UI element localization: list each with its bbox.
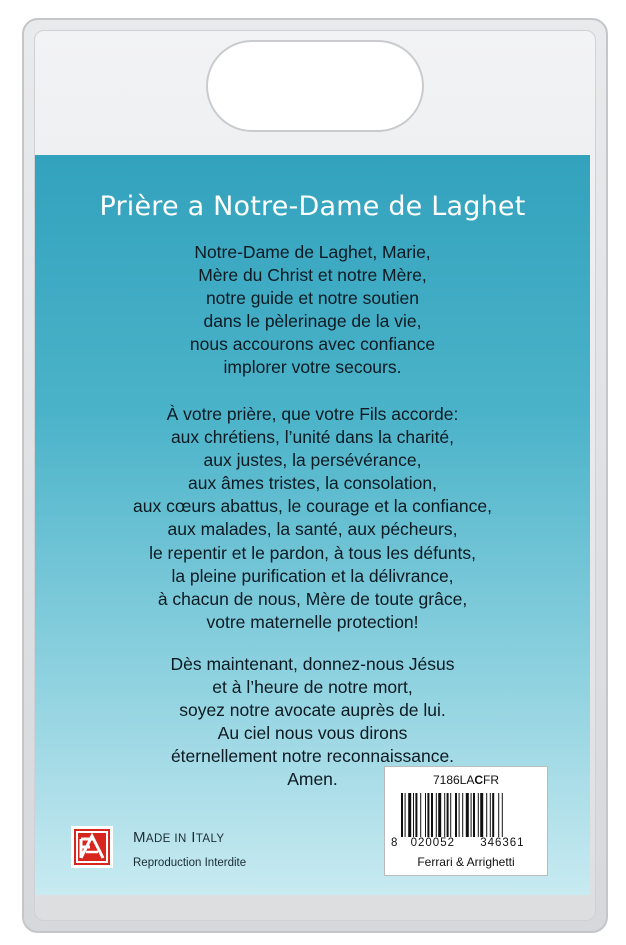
- barcode-digits-left: 020052: [410, 837, 455, 849]
- barcode-bar: [436, 793, 437, 837]
- prayer-line: dans le pèlerinage de la vie,: [203, 311, 422, 332]
- barcode-bar: [420, 793, 421, 837]
- prayer-line: votre maternelle protection!: [206, 611, 419, 632]
- fa-logo-icon: [71, 826, 113, 868]
- reproduction-notice: Reproduction Interdite: [133, 857, 247, 869]
- barcode-bar: [502, 793, 503, 837]
- prayer-line: aux âmes tristes, la consolation,: [187, 473, 437, 494]
- barcode-digits-right: 346361: [480, 837, 525, 849]
- hang-hole: [206, 40, 424, 132]
- prayer-line: la pleine purification et la délivrance,: [171, 565, 454, 586]
- prayer-line: Mère du Christ et notre Mère,: [198, 265, 427, 286]
- made-small-text: ADE IN: [145, 833, 187, 845]
- barcode-bar: [473, 793, 475, 837]
- barcode-label: [384, 766, 548, 876]
- prayer-stanza-2: [35, 403, 590, 634]
- product-code: [385, 773, 547, 787]
- prayer-line: Notre-Dame de Laghet, Marie,: [194, 242, 431, 262]
- barcode-bar: [444, 793, 445, 837]
- barcode-bar: [490, 793, 491, 837]
- product-code-part: 7186LA: [432, 773, 475, 787]
- made-letter: I: [191, 829, 196, 846]
- barcode-bar: [462, 793, 463, 837]
- prayer-line: Au ciel nous vous dirons: [217, 723, 408, 744]
- prayer-line: aux cœurs abattus, le courage et la confiance,: [133, 496, 492, 517]
- barcode-digit-first: 8: [391, 837, 398, 849]
- barcode-bar: [401, 793, 403, 837]
- prayer-line: À votre prière, que votre Fils accorde:: [166, 404, 459, 424]
- brand-name: Ferrari & Arrighetti: [417, 855, 515, 869]
- prayer-line: implorer votre secours.: [223, 357, 402, 378]
- prayer-line: éternellement notre reconnaissance.: [170, 746, 455, 767]
- prayer-line: Amen.: [287, 769, 338, 790]
- prayer-line: aux chrétiens, l’unité dans la charité,: [170, 427, 455, 448]
- product-code-part: C: [474, 773, 484, 787]
- made-letter: M: [133, 829, 146, 846]
- barcode-bar: [492, 793, 494, 837]
- prayer-line: le repentir et le pardon, à tous les défunts,: [149, 542, 476, 563]
- made-small-text: TALY: [195, 833, 225, 845]
- barcode-bar: [447, 793, 449, 837]
- barcode-bar: [413, 793, 414, 837]
- product-code-part: FR: [483, 773, 500, 787]
- barcode-bar: [415, 793, 417, 837]
- barcode-bar: [466, 793, 469, 837]
- made-in-italy: [133, 829, 224, 846]
- prayer-line: notre guide et notre soutien: [205, 288, 420, 309]
- barcode-bar: [471, 793, 472, 837]
- barcode-bar: [459, 793, 460, 837]
- barcode-bar: [405, 793, 406, 837]
- prayer-line: aux justes, la persévérance,: [203, 450, 422, 471]
- barcode-bar: [486, 793, 487, 837]
- barcode-bar: [425, 793, 426, 837]
- barcode-bar: [498, 793, 499, 837]
- prayer-title: Prière a Notre-Dame de Laghet: [99, 191, 526, 222]
- barcode-bar: [431, 793, 433, 837]
- barcode-bar: [438, 793, 441, 837]
- barcode-digits: [391, 837, 541, 849]
- barcode-bar: [427, 793, 429, 837]
- barcode-bar: [450, 793, 451, 837]
- prayer-line: Dès maintenant, donnez-nous Jésus: [170, 654, 455, 674]
- barcode-bars: [401, 793, 531, 837]
- barcode-bar: [408, 793, 411, 837]
- prayer-line: soyez notre avocate auprès de lui.: [179, 700, 446, 721]
- prayer-line: à chacun de nous, Mère de toute grâce,: [157, 588, 468, 609]
- barcode-bar: [455, 793, 457, 837]
- prayer-line: et à l’heure de notre mort,: [212, 677, 413, 698]
- barcode-bar: [478, 793, 479, 837]
- prayer-stanza-1: [35, 241, 590, 380]
- prayer-line: nous accourons avec confiance: [189, 334, 436, 355]
- prayer-line: aux malades, la santé, aux pécheurs,: [167, 519, 458, 540]
- barcode-bar: [480, 793, 483, 837]
